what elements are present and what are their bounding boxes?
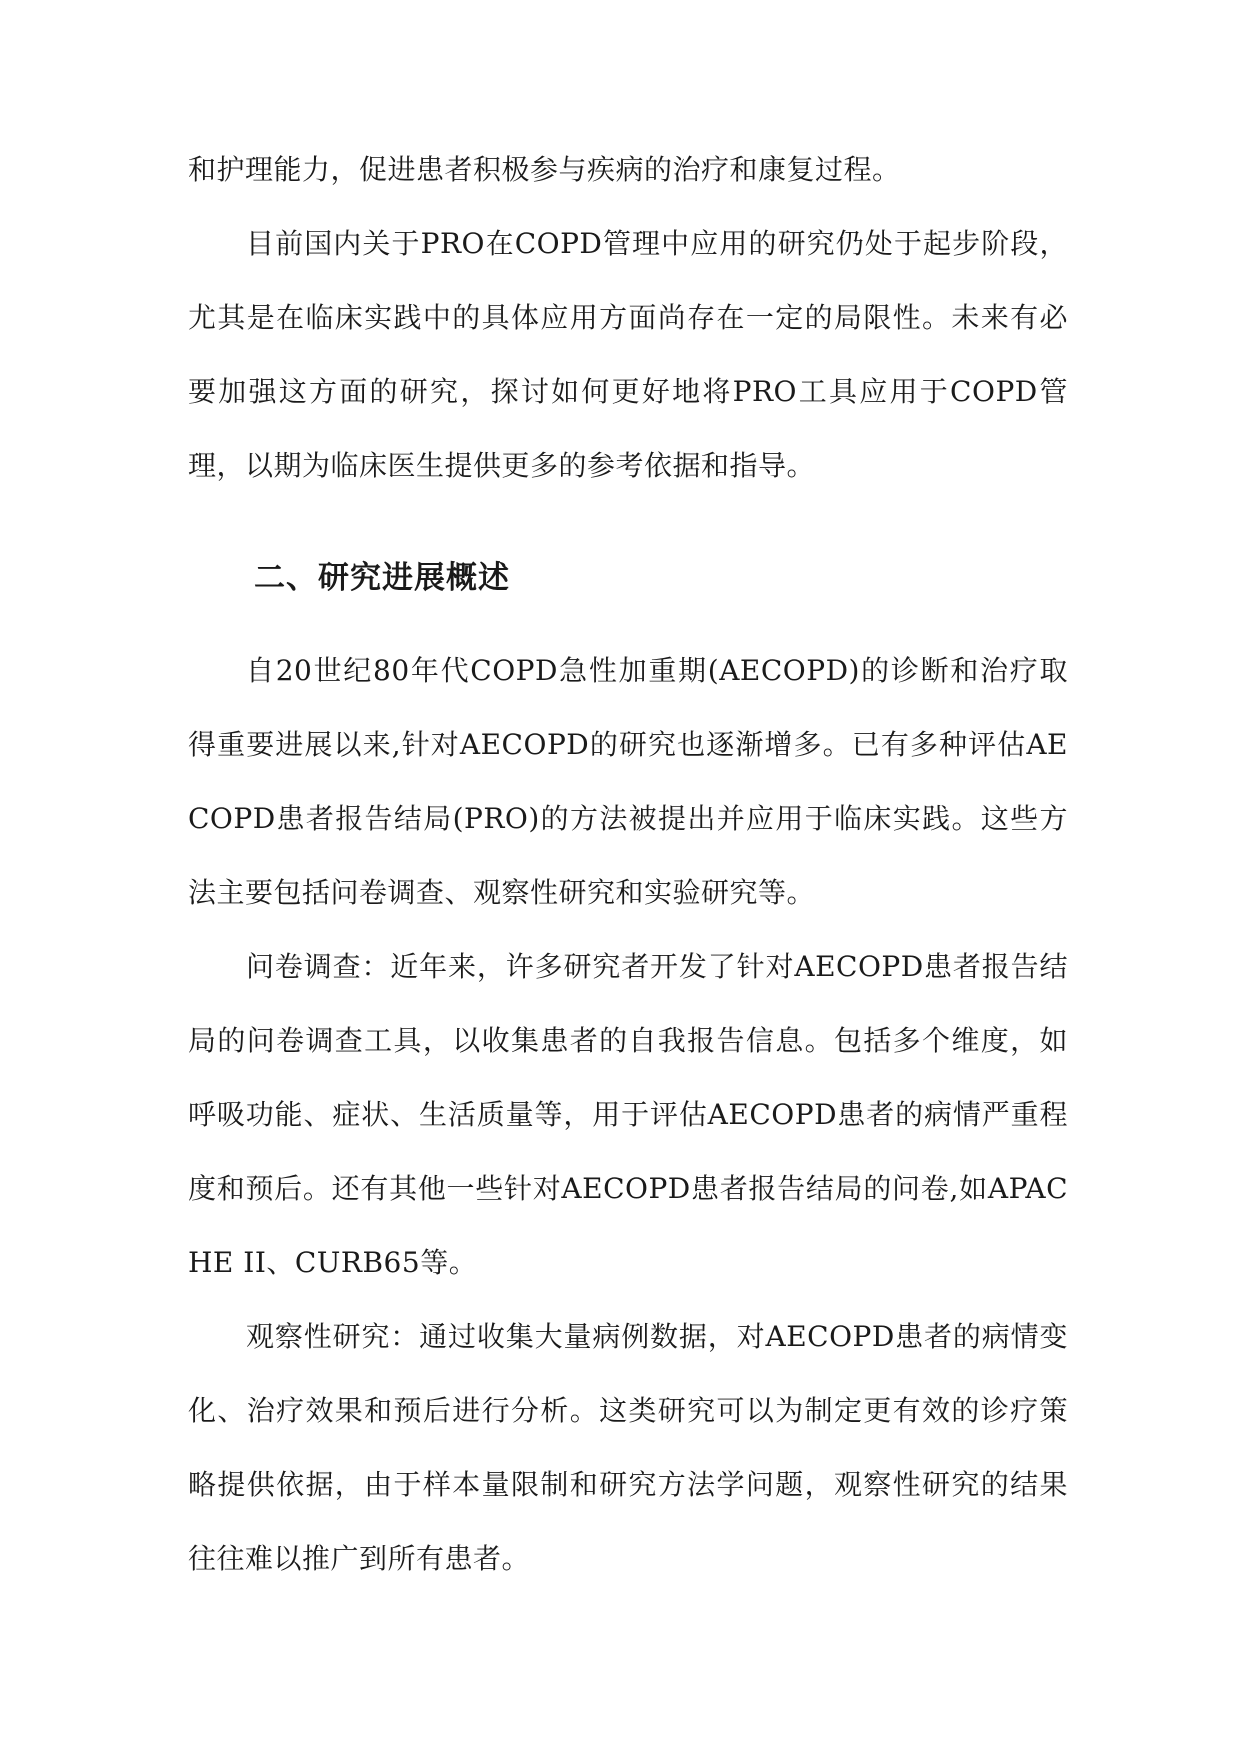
paragraph-observational-study: 观察性研究：通过收集大量病例数据，对AECOPD患者的病情变化、治疗效果和预后进行分析。这类研究可以为制定更有效的诊疗策略提供依据，由于样本量限制和研究方法学问题，观察性研究的结果往往难以推广到所有患者。 [188, 1320, 1068, 1575]
paragraph-questionnaire: 问卷调查：近年来，许多研究者开发了针对AECOPD患者报告结局的问卷调查工具，以收集患者的自我报告信息。包括多个维度，如呼吸功能、症状、生活质量等，用于评估AECOPD患者的病情严重程度和预后。还有其他一些针对AECOPD患者报告结局的问卷,如APACHE II、CURB65等。 [188, 950, 1068, 1279]
section-heading: 二、研究进展概述 [254, 560, 510, 596]
paragraph-care-ability: 和护理能力，促进患者积极参与疾病的治疗和康复过程。 [188, 153, 901, 186]
paragraph-domestic-research: 目前国内关于PRO在COPD管理中应用的研究仍处于起步阶段，尤其是在临床实践中的具体应用方面尚存在一定的局限性。未来有必要加强这方面的研究，探讨如何更好地将PRO工具应用于COPD管理，以期为临床医生提供更多的参考依据和指导。 [188, 227, 1068, 482]
paragraph-research-progress: 自20世纪80年代COPD急性加重期(AECOPD)的诊断和治疗取得重要进展以来,针对AECOPD的研究也逐渐增多。已有多种评估AECOPD患者报告结局(PRO)的方法被提出并应用于临床实践。这些方法主要包括问卷调查、观察性研究和实验研究等。 [188, 654, 1068, 909]
